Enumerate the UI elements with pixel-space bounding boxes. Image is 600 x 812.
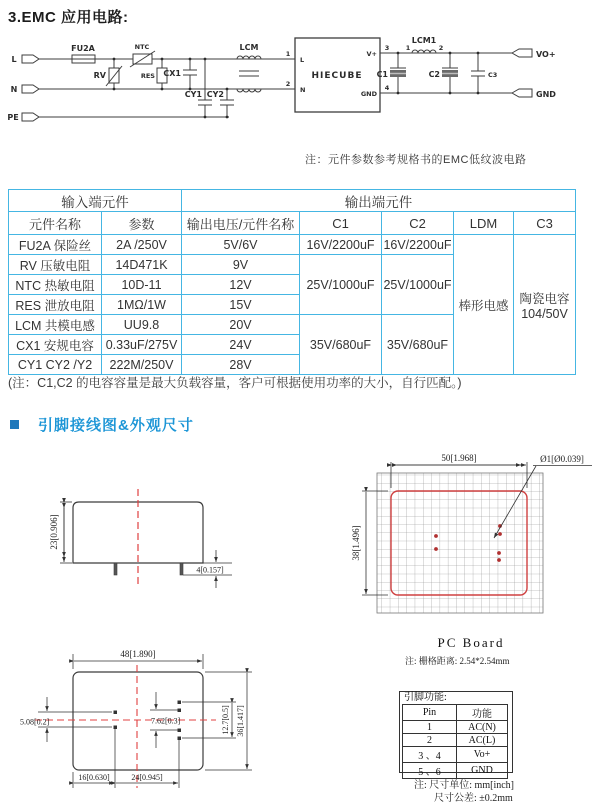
cell-name: CX1 安规电容: [9, 335, 102, 355]
label-module-l: L: [300, 56, 305, 64]
cell-param: 1MΩ/1W: [102, 295, 182, 315]
label-module: HIECUBE: [311, 71, 363, 81]
func-cell: GND: [457, 763, 508, 779]
section-title: 引脚接线图&外观尺寸: [38, 417, 194, 434]
col-c1: C1: [300, 212, 382, 235]
label-fuse: FU2A: [71, 44, 95, 53]
cell-voltage: 9V: [182, 255, 300, 275]
label-rv: RV: [93, 71, 106, 80]
col-ldm: LDM: [454, 212, 514, 235]
pin-col-header: Pin: [403, 705, 457, 721]
cell-param: 0.33uF/275V: [102, 335, 182, 355]
dim-edge-to-pin: 16[0.630]: [78, 773, 110, 782]
terminal-vo-icon: [512, 49, 532, 57]
terminal-l-icon: [22, 55, 39, 63]
section-header: [10, 414, 194, 435]
pin-row: [403, 747, 508, 763]
func-col-header: 功能: [457, 705, 508, 721]
cell-voltage: 15V: [182, 295, 300, 315]
pc-board-drawing: [340, 450, 600, 670]
label-cy2: CY2: [206, 90, 224, 99]
col-c2: C2: [382, 212, 454, 235]
label-cx1: CX1: [163, 69, 181, 78]
dim-height: 36[1.417]: [236, 705, 245, 737]
pin-function-table: [402, 704, 508, 779]
label-module-gnd: GND: [360, 90, 377, 98]
dim-pcb-height: 38[1.496]: [351, 525, 361, 561]
cell-name: NTC 热敏电阻: [9, 275, 102, 295]
label-c2: C2: [428, 70, 440, 79]
tolerance-note: 尺寸公差: ±0.2mm: [434, 793, 513, 804]
label-pin4: 4: [384, 84, 390, 92]
bottom-view-body: [73, 672, 203, 770]
component-table: [8, 189, 576, 375]
dim-pcb-width: 50[1.968]: [441, 453, 477, 463]
dim-pitch-left: 5.08[0.2]: [20, 717, 50, 727]
label-l: L: [11, 55, 17, 64]
cell-c1: 35V/680uF: [300, 315, 382, 375]
side-view-drawing: [20, 455, 255, 605]
label-c3: C3: [488, 71, 498, 79]
dim-pin-to-pin: 24[0.945]: [131, 773, 163, 782]
dim-width: 48[1.890]: [120, 649, 156, 659]
c3-value: 104/50V: [521, 306, 568, 321]
header-output: 输出端元件: [182, 190, 576, 212]
emc-circuit-diagram: [0, 30, 600, 148]
col-voltage: 输出电压/元件名称: [182, 212, 300, 235]
label-lcm: LCM: [239, 43, 259, 52]
terminal-n-icon: [22, 85, 39, 93]
label-lcm1: LCM1: [411, 36, 437, 45]
label-module-vplus: V+: [366, 50, 377, 58]
table-group-header-row: [9, 190, 576, 212]
header-input: 输入端元件: [9, 190, 182, 212]
col-c3: C3: [514, 212, 576, 235]
terminal-pe-icon: [22, 113, 39, 121]
circuit-note: 注：元件参数参考规格书的EMC低纹波电路: [305, 154, 527, 166]
cell-param: 14D471K: [102, 255, 182, 275]
dim-height: 23[0.906]: [49, 514, 59, 550]
cell-name: RES 泄放电阻: [9, 295, 102, 315]
pin-row: [403, 734, 508, 747]
pin-cell: 1: [403, 721, 457, 734]
table-row: [9, 235, 576, 255]
label-pe: PE: [7, 113, 19, 122]
label-pin3: 3: [384, 44, 390, 52]
pin-table-title: 引脚功能:: [404, 692, 447, 703]
c3-type: 陶瓷电容: [519, 291, 570, 306]
label-res: RES: [140, 72, 155, 80]
bottom-view-drawing: [20, 640, 265, 805]
cell-c3: [514, 235, 576, 375]
cell-voltage: 20V: [182, 315, 300, 335]
cell-ldm: 棒形电感: [454, 235, 514, 375]
label-c1: C1: [376, 70, 388, 79]
cell-param: 10D-11: [102, 275, 182, 295]
table-column-header-row: [9, 212, 576, 235]
cell-voltage: 28V: [182, 355, 300, 375]
pin-table-header: [403, 705, 508, 721]
unit-note: 注: 尺寸单位: mm[inch]: [414, 780, 514, 791]
pin-row: [403, 721, 508, 734]
label-lcm1-p1: 1: [405, 44, 411, 52]
cell-name: FU2A 保险丝: [9, 235, 102, 255]
terminal-gnd-icon: [512, 89, 532, 97]
page-title: 3.EMC 应用电路:: [8, 9, 129, 26]
section-bullet-icon: [10, 420, 19, 429]
cell-param: UU9.8: [102, 315, 182, 335]
func-cell: AC(L): [457, 734, 508, 747]
label-ntc: NTC: [134, 43, 150, 51]
pin-cell: 3 、4: [403, 747, 457, 763]
cell-name: CY1 CY2 /Y2: [9, 355, 102, 375]
col-name: 元件名称: [9, 212, 102, 235]
cell-c2: 25V/1000uF: [382, 255, 454, 315]
cell-name: LCM 共模电感: [9, 315, 102, 335]
cell-voltage: 12V: [182, 275, 300, 295]
label-lcm1-p2: 2: [438, 44, 444, 52]
dim-span-right: 12.7[0.5]: [221, 705, 230, 735]
label-out-gnd: GND: [536, 90, 556, 99]
table-note: (注：C1,C2 的电容容量是最大负载容量，客户可根据使用功率的大小，自行匹配。): [8, 376, 462, 390]
label-vo: VO+: [536, 50, 556, 59]
dim-pitch-right: 7.62[0.3]: [151, 716, 181, 726]
dim-pcb-hole: Ø1[Ø0.039]: [540, 454, 584, 464]
label-n: N: [10, 85, 18, 94]
func-cell: AC(N): [457, 721, 508, 734]
cell-c1: 16V/2200uF: [300, 235, 382, 255]
label-pin2: 2: [285, 80, 291, 88]
col-param: 参数: [102, 212, 182, 235]
cell-c2: 16V/2200uF: [382, 235, 454, 255]
cell-c2: 35V/680uF: [382, 315, 454, 375]
label-module-n: N: [300, 86, 306, 94]
dim-pin-length: 4[0.157]: [196, 565, 224, 575]
cell-param: 222M/250V: [102, 355, 182, 375]
func-cell: Vo+: [457, 747, 508, 763]
pin-cell: 2: [403, 734, 457, 747]
cell-voltage: 5V/6V: [182, 235, 300, 255]
pcb-note: 注: 栅格距离: 2.54*2.54mm: [405, 656, 510, 666]
pin-cell: 5 、6: [403, 763, 457, 779]
cell-name: RV 压敏电阻: [9, 255, 102, 275]
label-cy1: CY1: [184, 90, 202, 99]
cell-param: 2A /250V: [102, 235, 182, 255]
label-pin1: 1: [285, 50, 291, 58]
pcb-title: PC Board: [437, 635, 505, 650]
cell-c1: 25V/1000uF: [300, 255, 382, 315]
pin-function-box: [399, 691, 513, 778]
cell-voltage: 24V: [182, 335, 300, 355]
pcb-grid: [377, 473, 543, 613]
